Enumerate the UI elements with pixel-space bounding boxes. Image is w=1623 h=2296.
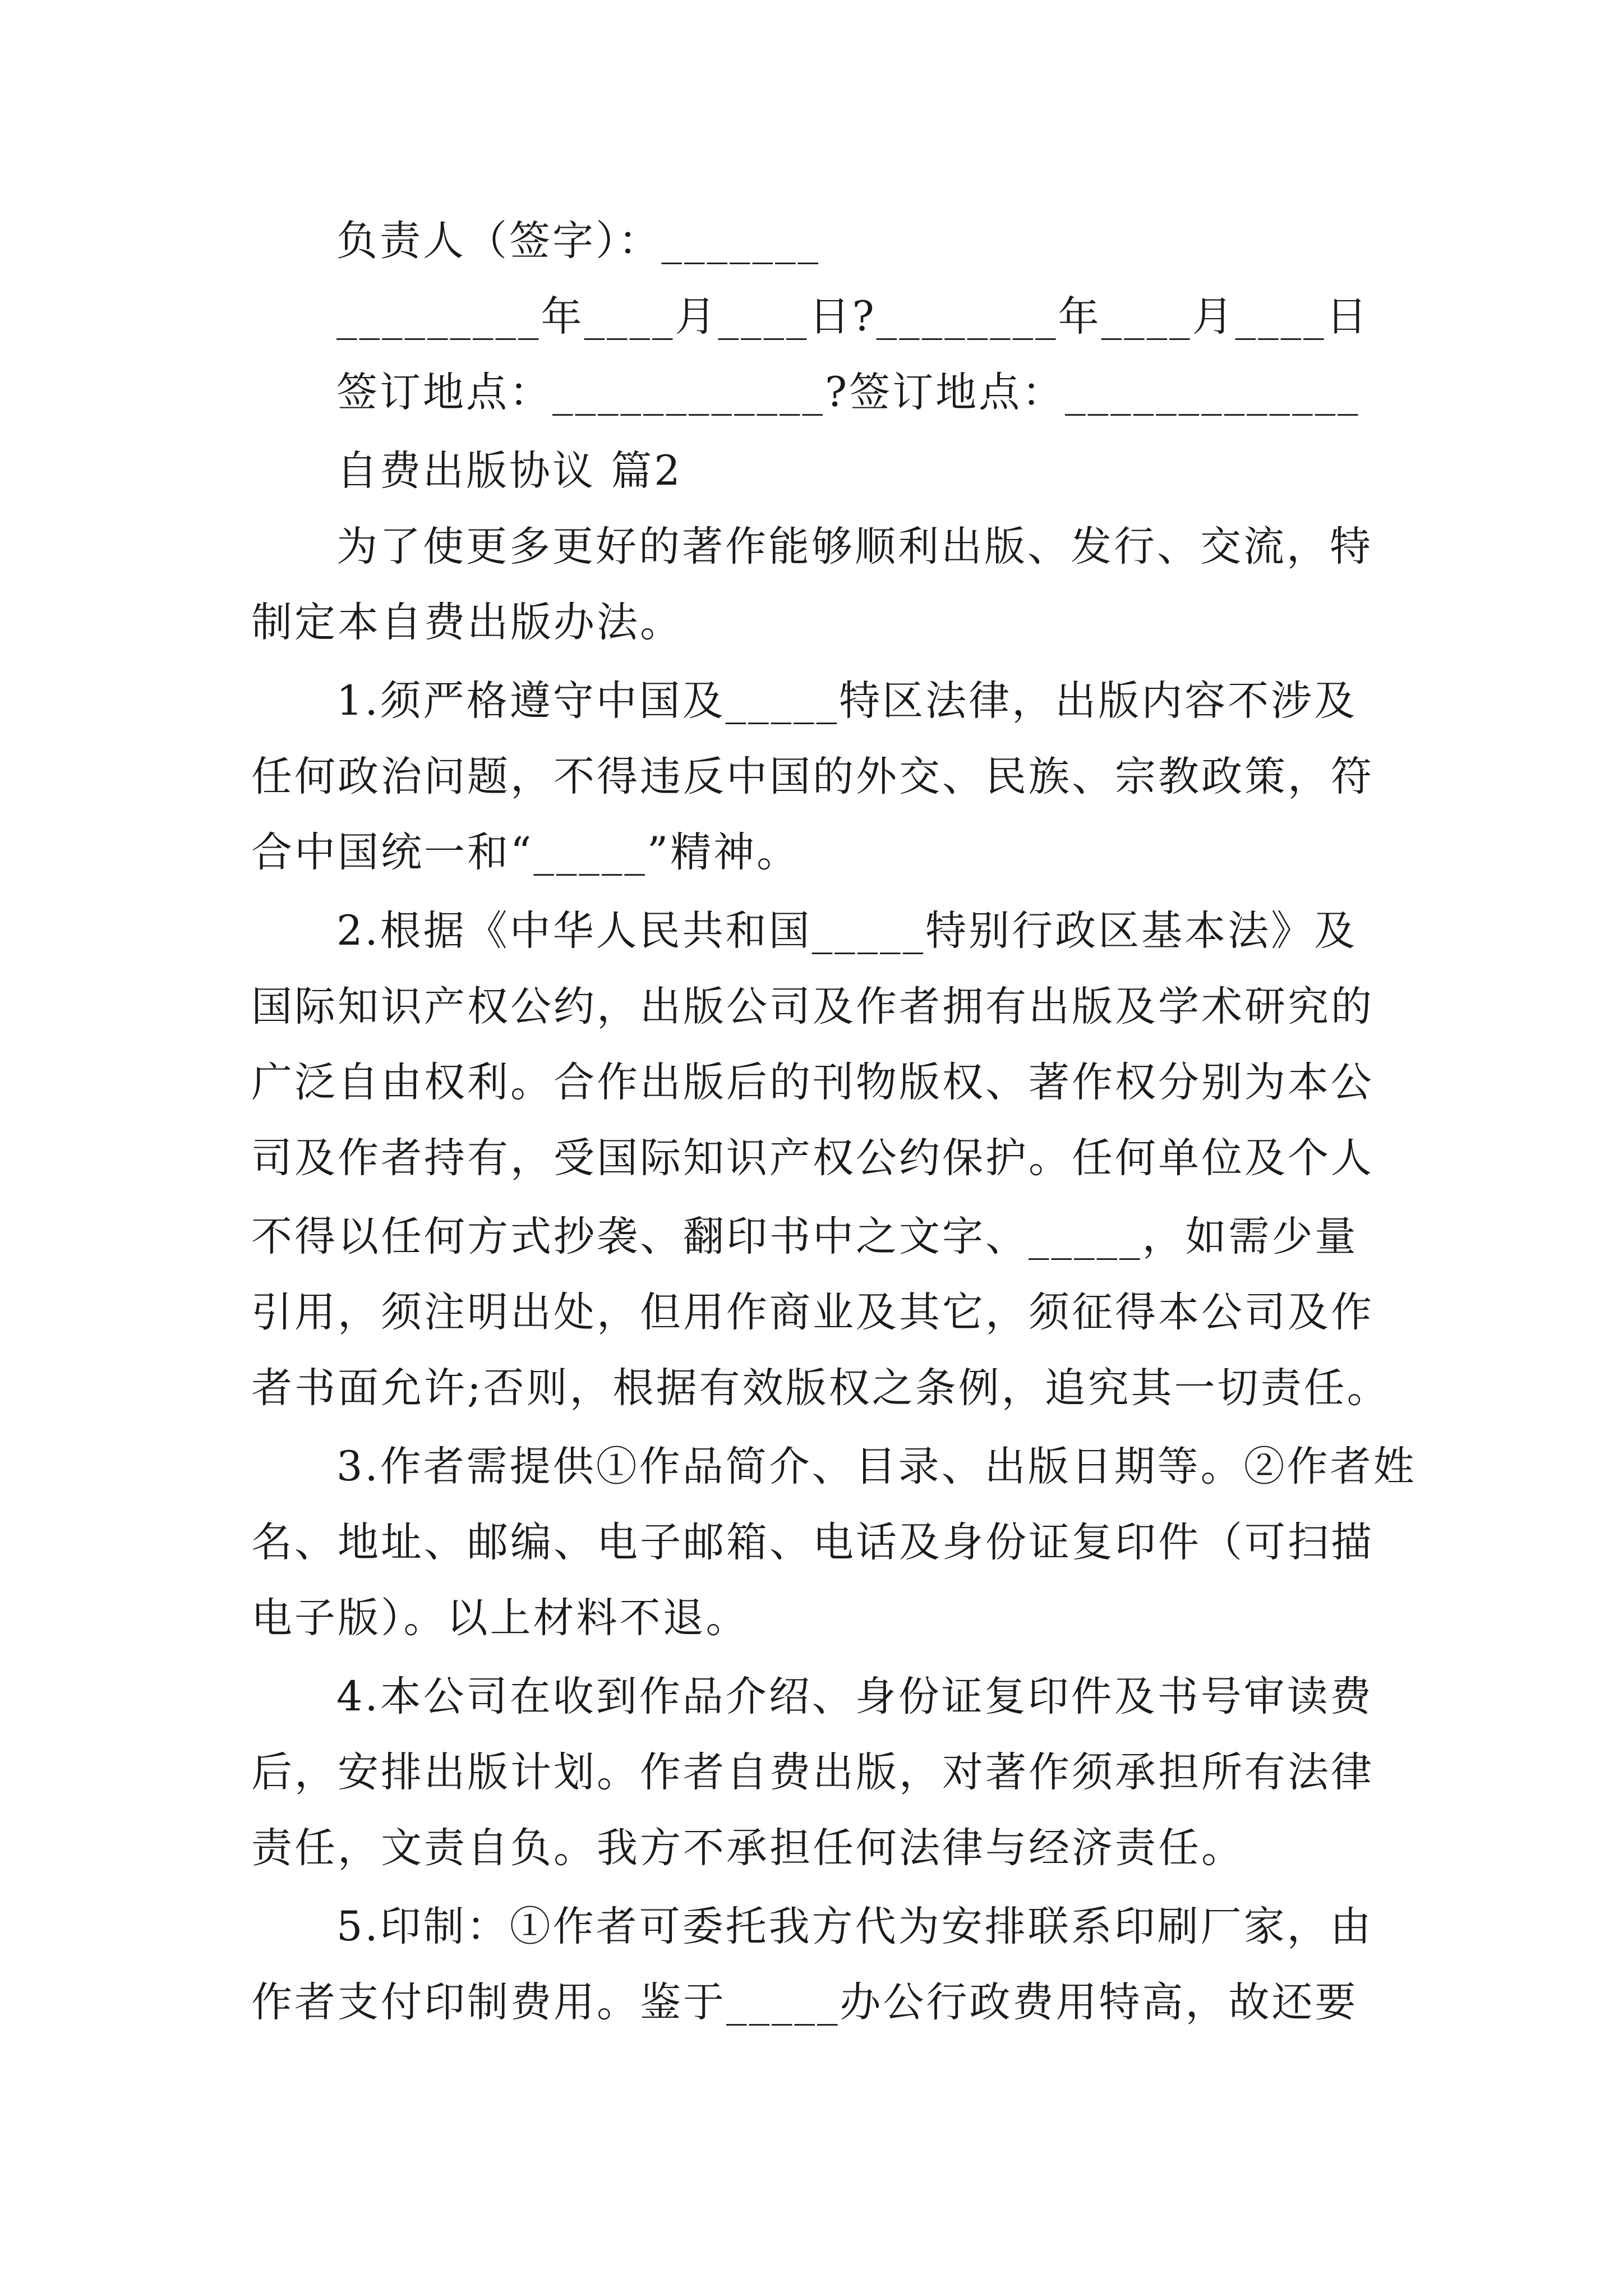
- clause-2-line-2: 国际知识产权公约，出版公司及作者拥有出版及学术研究的: [251, 983, 1374, 1030]
- clause-1-line-1: 1.须严格遵守中国及_____特区法律，出版内容不涉及: [336, 677, 1358, 725]
- clause-5-line-2: 作者支付印制费用。鉴于_____办公行政费用特高，故还要: [251, 1978, 1358, 2026]
- signing-place-line: 签订地点：____________?签订地点：_____________: [336, 369, 1361, 416]
- intro-paragraph-line-2: 制定本自费出版办法。: [251, 599, 683, 646]
- clause-5-line-1: 5.印制：①作者可委托我方代为安排联系印刷厂家，由: [336, 1903, 1373, 1950]
- clause-2-line-5: 不得以任何方式抄袭、翻印书中之文字、_____，如需少量: [251, 1213, 1358, 1260]
- clause-1-line-2: 任何政治问题，不得违反中国的外交、民族、宗教政策，符: [251, 753, 1374, 800]
- date-line: _________年____月____日?________年____月____日: [336, 293, 1370, 341]
- section-title: 自费出版协议 篇2: [336, 447, 683, 495]
- clause-4-line-2: 后，安排出版计划。作者自费出版，对著作须承担所有法律: [251, 1749, 1374, 1796]
- clause-4-line-3: 责任，文责自负。我方不承担任何法律与经济责任。: [251, 1824, 1244, 1872]
- clause-3-line-3: 电子版）。以上材料不退。: [251, 1594, 749, 1642]
- intro-paragraph-line-1: 为了使更多更好的著作能够顺利出版、发行、交流，特: [336, 523, 1373, 570]
- clause-4-line-1: 4.本公司在收到作品介绍、身份证复印件及书号审读费: [336, 1673, 1373, 1720]
- clause-2-line-6: 引用，须注明出处，但用作商业及其它，须征得本公司及作: [251, 1289, 1374, 1336]
- clause-2-line-3: 广泛自由权利。合作出版后的刊物版权、著作权分别为本公: [251, 1059, 1374, 1106]
- clause-2-line-1: 2.根据《中华人民共和国_____特别行政区基本法》及: [336, 907, 1358, 955]
- clause-2-line-7: 者书面允许;否则，根据有效版权之条例，追究其一切责任。: [251, 1364, 1390, 1412]
- clause-2-line-4: 司及作者持有，受国际知识产权公约保护。任何单位及个人: [251, 1134, 1374, 1182]
- signature-line: 负责人（签字）：_______: [336, 217, 820, 265]
- clause-3-line-2: 名、地址、邮编、电子邮箱、电话及身份证复印件（可扫描: [251, 1519, 1374, 1566]
- clause-1-line-3: 合中国统一和“_____”精神。: [251, 829, 800, 876]
- clause-3-line-1: 3.作者需提供①作品简介、目录、出版日期等。②作者姓: [336, 1443, 1417, 1490]
